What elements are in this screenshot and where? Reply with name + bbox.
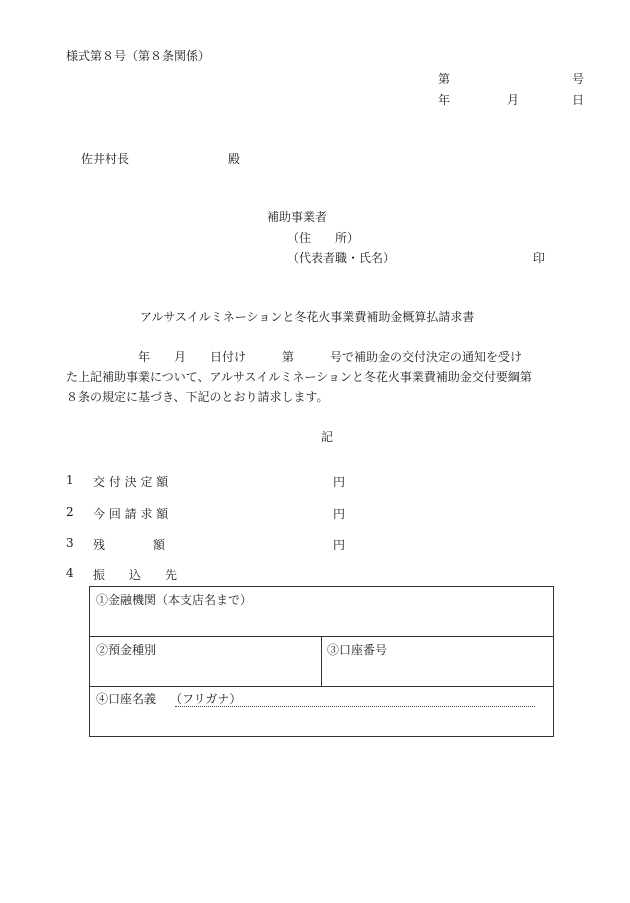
body-paragraph <box>66 347 586 407</box>
item-2-number: 2 <box>66 505 74 519</box>
addressee-honorific: 殿 <box>228 152 241 166</box>
item-1-unit: 円 <box>333 475 346 489</box>
furigana-label: （フリガナ） <box>170 692 242 706</box>
body-line-1: 年 月 日付け 第 号で補助金の交付決定の通知を受け <box>66 350 523 364</box>
item-3-number: 3 <box>66 536 74 550</box>
item-3-unit: 円 <box>333 538 346 552</box>
item-2-label: 今 回 請 求 額 <box>93 507 169 521</box>
seal-mark: 印 <box>533 251 546 265</box>
applicant-address-label: （住 所） <box>287 231 360 245</box>
bank-transfer-table <box>89 586 554 737</box>
item-3-label: 残 額 <box>93 538 166 552</box>
table-column-divider <box>321 636 322 686</box>
document-title: アルサスイルミネーションと冬花火事業費補助金概算払請求書 <box>140 310 475 324</box>
body-line-2: た上記補助事業について、アルサスイルミネーションと冬花火事業費補助金交付要綱第 <box>66 370 532 384</box>
account-number-label: ③口座番号 <box>327 643 388 657</box>
form-number: 様式第８号（第８条関係） <box>66 49 211 63</box>
date-day-label: 日 <box>572 93 585 107</box>
financial-institution-label: ①金融機関（本支店名まで） <box>96 593 253 607</box>
item-1-label: 交 付 決 定 額 <box>93 475 169 489</box>
body-line-3: ８条の規定に基づき、下記のとおり請求します。 <box>66 390 329 404</box>
table-divider-2 <box>90 686 553 687</box>
item-2-unit: 円 <box>333 507 346 521</box>
applicant-title: 補助事業者 <box>267 210 328 224</box>
date-month-label: 月 <box>507 93 520 107</box>
addressee-name: 佐井村長 <box>81 152 130 166</box>
deposit-type-label: ②預金種別 <box>96 643 157 657</box>
reference-number-label: 第 <box>438 72 451 86</box>
reference-number-suffix: 号 <box>572 72 585 86</box>
furigana-dotted-line <box>175 706 535 707</box>
item-1-number: 1 <box>66 473 74 487</box>
item-4-label: 振 込 先 <box>93 568 178 582</box>
applicant-representative-label: （代表者職・氏名） <box>287 251 396 265</box>
date-year-label: 年 <box>438 93 451 107</box>
account-name-label: ④口座名義 <box>96 692 157 706</box>
item-4-number: 4 <box>66 566 74 580</box>
ki-heading: 記 <box>321 430 334 444</box>
